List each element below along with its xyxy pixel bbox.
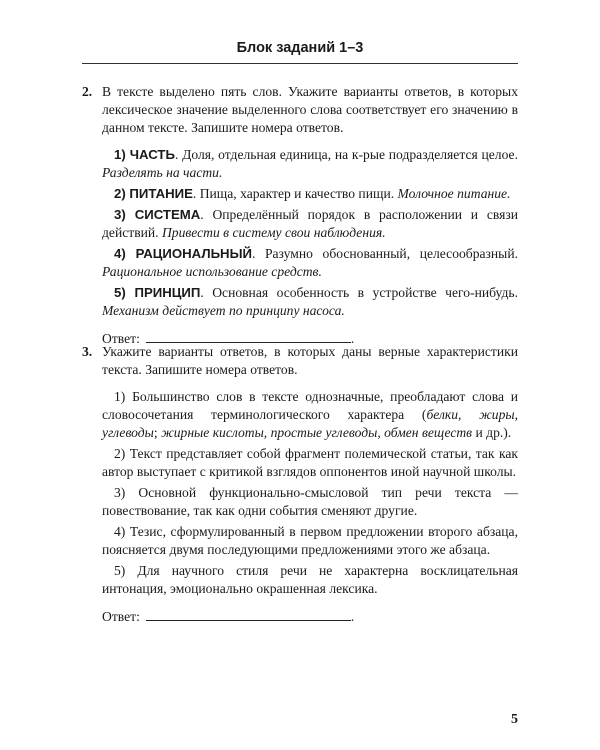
task-question: В тексте выделено пять слов. Укажите варианты ответов, в которых лексическое значение выделенного слова соответствует его значению в данном тексте. Запишите номера ответов.: [102, 84, 518, 135]
option-separator: ;: [153, 425, 162, 440]
answer-label: Ответ:: [102, 331, 140, 346]
option-item: 5) Для научного стиля речи не характерна восклицательная интонация, эмоционально окрашенная лексика.: [102, 563, 518, 596]
option-text-end: и др.).: [472, 425, 512, 440]
option-item: 4) Тезис, сформулированный в первом предложении второго абзаца, поясняется двумя последующими предложениями этого же абзаца.: [102, 524, 518, 557]
answer-row: [82, 608, 518, 626]
option-example: Привести в систему свои наблюдения.: [161, 225, 386, 240]
option-term: 4) РАЦИОНАЛЬНЫЙ: [114, 246, 252, 261]
option-item: [102, 185, 518, 203]
task-number: 2.: [82, 84, 93, 99]
option-definition: . Разумно обоснованный, целесообразный.: [251, 246, 518, 261]
option-item: [102, 206, 518, 242]
task-options: [82, 146, 518, 320]
answer-input-line[interactable]: [146, 330, 351, 343]
option-text: 1) Большинство слов в тексте однозначные, преобладают слова и словосочетания терминологического характера (: [102, 389, 518, 422]
task-number: 3.: [82, 344, 93, 359]
option-item: 2) Текст представляет собой фрагмент полемической статьи, так как автор выступает с критикой взглядов оппонентов иной научной школы.: [102, 446, 518, 479]
option-definition: . Основная особенность в устройстве чего-нибудь.: [200, 285, 518, 300]
task-3: [82, 343, 518, 626]
option-term: 2) ПИТАНИЕ: [114, 186, 193, 201]
option-example: Разделять на части.: [102, 165, 223, 180]
task-2: [82, 83, 518, 348]
option-term: 1) ЧАСТЬ: [114, 147, 175, 162]
option-definition: . Доля, отдельная единица, на к-рые подразделяется целое.: [174, 147, 518, 162]
answer-end: .: [350, 331, 355, 346]
option-example: Рациональное использование средств.: [102, 264, 322, 279]
option-example: Механизм действует по принципу насоса.: [102, 303, 345, 318]
option-item: [102, 245, 518, 281]
page-header: Блок заданий 1–3: [236, 40, 364, 56]
option-item: [102, 146, 518, 182]
option-item: [102, 284, 518, 320]
option-term: 3) СИСТЕМА: [114, 207, 201, 222]
option-italic-terms: белки, жиры, углеводы: [102, 407, 518, 440]
answer-label: Ответ:: [102, 609, 140, 624]
answer-end: .: [350, 609, 355, 624]
option-example: Молочное питание.: [397, 186, 511, 201]
header-divider: [82, 63, 518, 64]
task-options: [82, 388, 518, 598]
option-definition: . Пища, характер и качество пищи.: [192, 186, 398, 201]
answer-input-line[interactable]: [146, 608, 351, 621]
option-definition: . Определённый порядок в расположении и связи действий.: [102, 207, 518, 240]
option-item: [102, 388, 518, 442]
task-question: Укажите варианты ответов, в которых даны верные характеристики текста. Запишите номера ответов.: [102, 344, 518, 377]
page-number: 5: [511, 712, 518, 727]
option-item: 3) Основной функционально-смысловой тип речи текста — повествование, так как одни события сменяют другие.: [102, 485, 518, 518]
option-italic-terms: жирные кислоты, простые углеводы, обмен веществ: [161, 425, 473, 440]
option-term: 5) ПРИНЦИП: [114, 285, 201, 300]
